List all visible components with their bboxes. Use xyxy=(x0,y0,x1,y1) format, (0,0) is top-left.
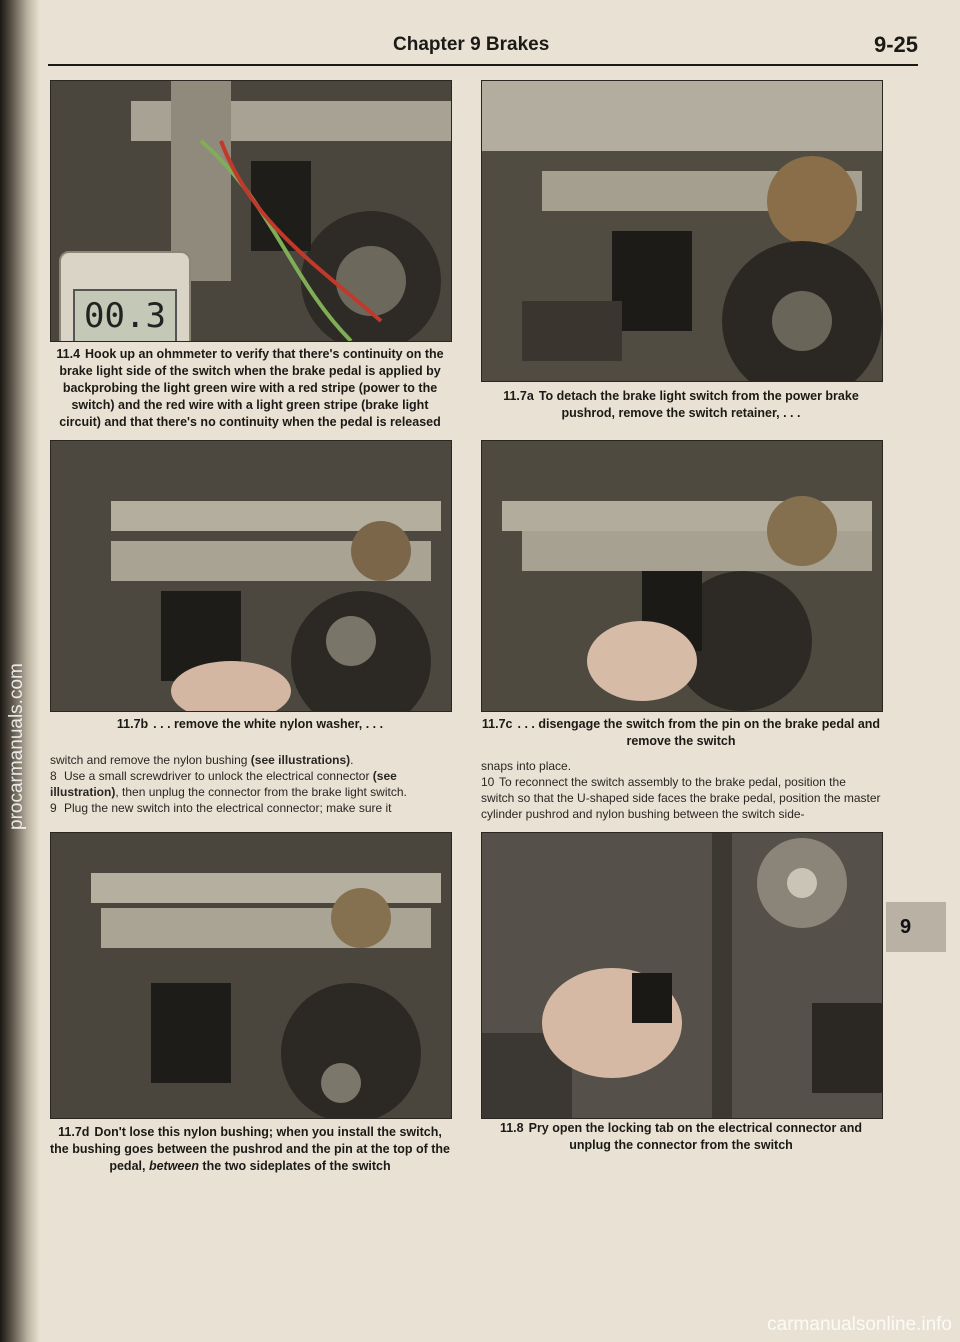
photo-11-7c xyxy=(481,440,883,712)
paragraph-10: 10 To reconnect the switch assembly to the brake pedal, position the switch so that the U-shaped side faces the brake pedal, position the master cylinder pushrod and nylon bushing between the switch side- xyxy=(481,775,881,821)
caption-11-7a: 11.7a To detach the brake light switch from the power brake pushrod, remove the switch retainer, . . . xyxy=(503,389,859,420)
photo-11-8 xyxy=(481,832,883,1119)
chapter-tab: 9 xyxy=(886,902,946,952)
watermark-left xyxy=(6,808,28,830)
watermark-bottom: carmanualsonline.info xyxy=(767,1314,952,1335)
caption-11-7b: 11.7b . . . remove the white nylon washer, . . . xyxy=(116,717,384,731)
photo-11-7d xyxy=(50,832,452,1119)
paragraph-9: 9 Plug the new switch into the electrical connector; make sure it xyxy=(50,801,392,815)
photo-11-4 xyxy=(50,80,452,342)
body-text-left xyxy=(50,752,450,816)
caption-11-8: 11.8 Pry open the locking tab on the electrical connector and unplug the connector from the switch xyxy=(499,1121,863,1152)
photo-11-7b xyxy=(50,440,452,712)
page-header xyxy=(48,30,918,66)
paragraph-continued: switch and remove the nylon bushing (see illustrations). xyxy=(50,753,354,767)
caption-11-7c: 11.7c . . . disengage the switch from the pin on the brake pedal and remove the switch xyxy=(481,717,881,748)
caption-11-4: 11.4 Hook up an ohmmeter to verify that there's continuity on the brake light side of the switch when the brake pedal is applied by backprobing the light green wire with a red stripe (power to the switch) and the red wire with a light green stripe (brake light circuit) and that there's no continuity when the pedal is released xyxy=(56,347,444,429)
paragraph-continued-right: snaps into place. xyxy=(481,759,572,773)
multimeter xyxy=(59,251,191,342)
caption-11-7d: 11.7d Don't lose this nylon bushing; when you install the switch, the bushing goes between the pushrod and the pin at the top of the pedal, between the two sideplates of the switch xyxy=(50,1125,450,1173)
chapter-title: Chapter 9 Brakes xyxy=(393,34,550,55)
page-number: 9-25 xyxy=(873,32,918,57)
meter-display: 00.3 xyxy=(73,289,177,342)
photo-11-7a xyxy=(481,80,883,382)
body-text-right xyxy=(481,758,881,822)
paragraph-8: 8 Use a small screwdriver to unlock the electrical connector (see illustration), then unplug the connector from the brake light switch. xyxy=(50,769,407,799)
